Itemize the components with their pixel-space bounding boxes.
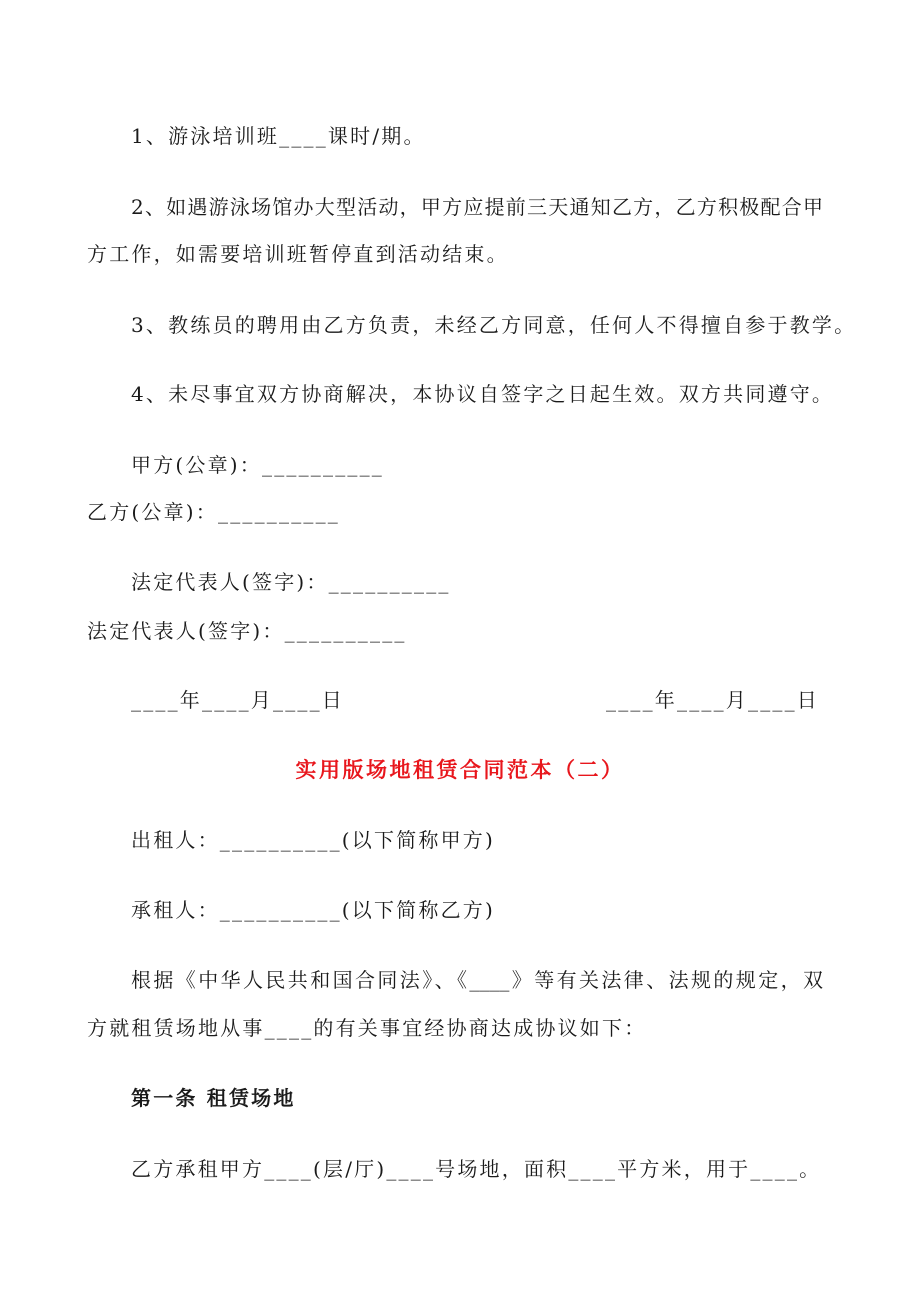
preamble-line-2: 方就租赁场地从事____的有关事宜经协商达成协议如下： (87, 1016, 647, 1040)
clause-1: 1、游泳培训班____课时/期。 (131, 124, 426, 148)
party-a-seal-line: 甲方(公章)：__________ (131, 453, 385, 477)
article-1-body: 乙方承租甲方____(层/厅)____号场地，面积____平方米，用于____。 (131, 1157, 822, 1181)
article-1-heading: 第一条 租赁场地 (131, 1086, 296, 1110)
clause-3: 3、教练员的聘用由乙方负责，未经乙方同意，任何人不得擅自参于教学。 (131, 313, 857, 337)
clause-2-line-1: 2、如遇游泳场馆办大型活动，甲方应提前三天通知乙方，乙方积极配合甲 (131, 195, 823, 219)
date-right: ____年____月____日 (606, 688, 819, 712)
rep-b-signature-line: 法定代表人(签字)：__________ (87, 619, 407, 643)
preamble-line-1: 根据《中华人民共和国合同法》、《____》等有关法律、法规的规定，双 (131, 968, 823, 992)
section-title: 实用版场地租赁合同范本（二） (295, 757, 625, 782)
rep-a-signature-line: 法定代表人(签字)：__________ (131, 570, 451, 594)
clause-2-line-2: 方工作，如需要培训班暂停直到活动结束。 (87, 242, 509, 266)
lessee-line: 承租人：__________(以下简称乙方) (131, 898, 496, 922)
lessor-line: 出租人：__________(以下简称甲方) (131, 828, 496, 852)
clause-4: 4、未尽事宜双方协商解决，本协议自签字之日起生效。双方共同遵守。 (131, 382, 835, 406)
date-left: ____年____月____日 (131, 688, 344, 712)
party-b-seal-line: 乙方(公章)：__________ (87, 500, 341, 524)
